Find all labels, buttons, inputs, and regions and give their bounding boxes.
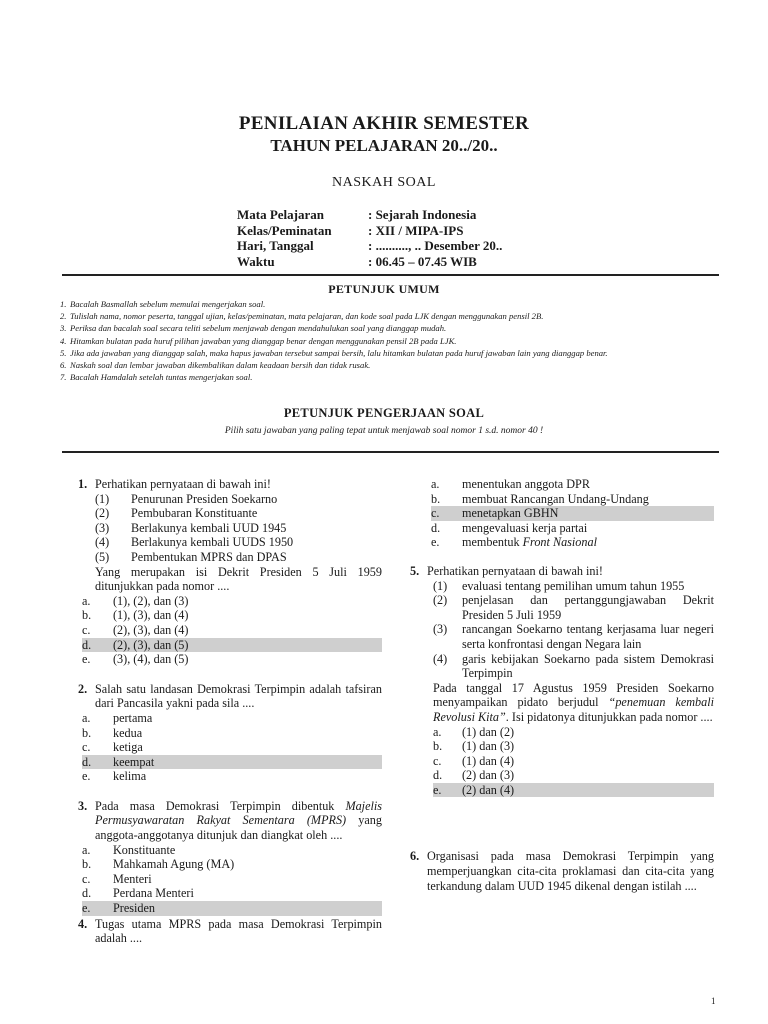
general-instructions-list [60,298,710,383]
document-type: NASKAH SOAL [332,175,436,190]
answer-option[interactable]: b. membuat Rancangan Undang-Undang [431,491,649,506]
exam-title: PENILAIAN AKHIR SEMESTER [238,113,530,134]
statement-item: (1) Penurunan Presiden Soekarno [95,491,278,506]
answer-option[interactable]: c. ketiga [82,740,143,755]
work-instructions-text: Pilih satu jawaban yang paling tepat untuk menjawab soal nomor 1 s.d. nomor 40 ! [224,426,544,436]
statement-item: (1) evaluasi tentang pemilihan umum tahun 1955 [433,578,685,593]
answer-option[interactable]: b. (1), (3), dan (4) [82,608,189,623]
statement-item: (3) Berlakunya kembali UUD 1945 [95,520,287,535]
answer-option-highlighted[interactable]: e. (2) dan (4) [433,783,714,798]
answer-option[interactable]: a. (1) dan (2) [433,724,515,739]
answer-option[interactable]: e. membentuk Front Nasional [431,535,597,550]
instruction-item: 2. Tulislah nama, nomor peserta, tanggal ujian, kelas/peminatan, mata pelajaran, dan kode soal pada LJK dengan menggunakan pensil 2B. [60,311,544,322]
question-3: 3. Pada masa Demokrasi Terpimpin dibentuk Majelis Permusyawaratan Rakyat Sementara (MPRS) yang anggota-anggotanya ditunjuk dan diangkat oleh .... a. Konstituante b. Mahkamah Agung (MA) c. Menteri d. Perdana Menteri e. Presiden [78,798,382,916]
statement-item: (2) penjelasan dan pertanggungjawaban Dekrit Presiden 5 Juli 1959 [433,593,714,622]
academic-year: TAHUN PELAJARAN 20../20.. [270,136,498,155]
answer-option[interactable]: e. kelima [82,769,147,784]
statement-item: (4) garis kebijakan Soekarno pada sistem Demokrasi Terpimpin [433,651,714,681]
answer-option[interactable]: b. (1) dan (3) [433,739,515,754]
answer-option[interactable]: c. Menteri [82,871,152,886]
answer-option[interactable]: c. (2), (3), dan (4) [82,622,189,637]
answer-option[interactable]: a. pertama [82,710,153,725]
question-4-options [410,477,714,550]
general-instructions-heading: PETUNJUK UMUM [328,282,440,296]
left-column [78,477,382,946]
instruction-item: 1. Bacalah Basmallah sebelum memulai mengerjakan soal. [60,299,266,309]
work-instructions-heading: PETUNJUK PENGERJAAN SOAL [283,406,485,420]
statement-item: (2) Pembubaran Konstituante [95,506,258,521]
answer-option-highlighted[interactable]: d. (2), (3), dan (5) [82,638,382,653]
question-5: 5. Perhatikan pernyataan di bawah ini! (1) evaluasi tentang pemilihan umum tahun 1955 (2) penjelasan dan pertanggungjawaban Dekrit Presiden 5 Juli 1959 (3) rancangan Soekarno tentang kerjasama luar negeri serta konfrontasi dengan Negara lain (4) garis kebijakan Soekarno pada sistem Demokrasi Terpimpin Pada tanggal 17 Agustus 1959 Presiden Soekarno menyampaikan pidato berjudul “penemuan kembali Revolusi Kita”. Isi pidatonya ditunjukkan pada nomor .... a. (1) dan (2) b. (1) dan (3) c. (1) dan (4) d. (2) dan (3) e. (2) dan (4) [410,563,714,797]
answer-option-highlighted[interactable]: c. menetapkan GBHN [431,506,714,521]
answer-option[interactable]: e. (3), (4), dan (5) [82,652,189,667]
right-column [410,477,714,893]
answer-option[interactable]: c. (1) dan (4) [433,753,515,768]
answer-option[interactable]: b. kedua [82,725,143,740]
instruction-item: 6. Naskah soal dan lembar jawaban dikembalikan dalam keadaan bersih dan tidak rusak. [60,360,371,371]
instruction-item: 4. Hitamkan bulatan pada huruf pilihan jawaban yang dianggap benar dengan menggunakan pensil 2B pada LJK. [60,335,457,346]
statement-item: (4) Berlakunya kembali UUDS 1950 [95,535,294,550]
question-4: 4. Tugas utama MPRS pada masa Demokrasi Terpimpin adalah .... [78,916,382,946]
answer-option[interactable]: a. Konstituante [82,842,176,857]
instruction-item: 5. Jika ada jawaban yang dianggap salah, maka hapus jawaban tersebut sampai bersih, lalu hitamkan bulatan pada huruf jawaban lain yang dianggap benar. [60,347,608,358]
answer-option-highlighted[interactable]: e. Presiden [82,901,382,916]
page-number: 1 [711,996,716,1006]
answer-option[interactable]: a. menentukan anggota DPR [431,477,590,491]
questions-divider [62,451,719,453]
answer-option[interactable]: d. (2) dan (3) [433,768,515,783]
question-2: 2. Salah satu landasan Demokrasi Terpimpin adalah tafsiran dari Pancasila yakni pada sila .... a. pertama b. kedua c. ketiga d. keempat e. kelima [78,681,382,784]
statement-item: (5) Pembentukan MPRS dan DPAS [95,549,287,564]
top-divider [62,274,719,276]
instruction-item: 7. Bacalah Hamdalah setelah tuntas mengerjakan soal. [60,372,253,383]
instruction-item: 3. Periksa dan bacalah soal secara teliti sebelum menjawab dengan mendahulukan soal yang dianggap mudah. [60,323,447,334]
answer-option[interactable]: a. (1), (2), dan (3) [82,593,189,608]
statement-item: (3) rancangan Soekarno tentang kerjasama luar negeri serta konfrontasi dengan Negara lain [433,622,714,651]
question-1: 1. Perhatikan pernyataan di bawah ini! (1) Penurunan Presiden Soekarno (2) Pembubaran Konstituante (3) Berlakunya kembali UUD 1945 (4) Berlakunya kembali UUDS 1950 (5) Pembentukan MPRS dan DPAS Yang merupakan isi Dekrit Presiden 5 Juli 1959 ditunjukkan pada nomor .... a. (1), (2), dan (3) b. (1), (3), dan (4) c. (2), (3), dan (4) d. (2), (3), dan (5) e. (3), (4), dan (5) [78,477,382,667]
answer-option[interactable]: d. mengevaluasi kerja partai [431,520,588,535]
answer-option[interactable]: b. Mahkamah Agung (MA) [82,857,235,872]
answer-option-highlighted[interactable]: d. keempat [82,755,382,770]
question-6: 6. Organisasi pada masa Demokrasi Terpimpin yang memperjuangkan cita-cita proklamasi dan cita-cita yang terkandung dalam UUD 1945 dikenal dengan istilah .... [410,849,714,893]
answer-option[interactable]: d. Perdana Menteri [82,886,194,901]
